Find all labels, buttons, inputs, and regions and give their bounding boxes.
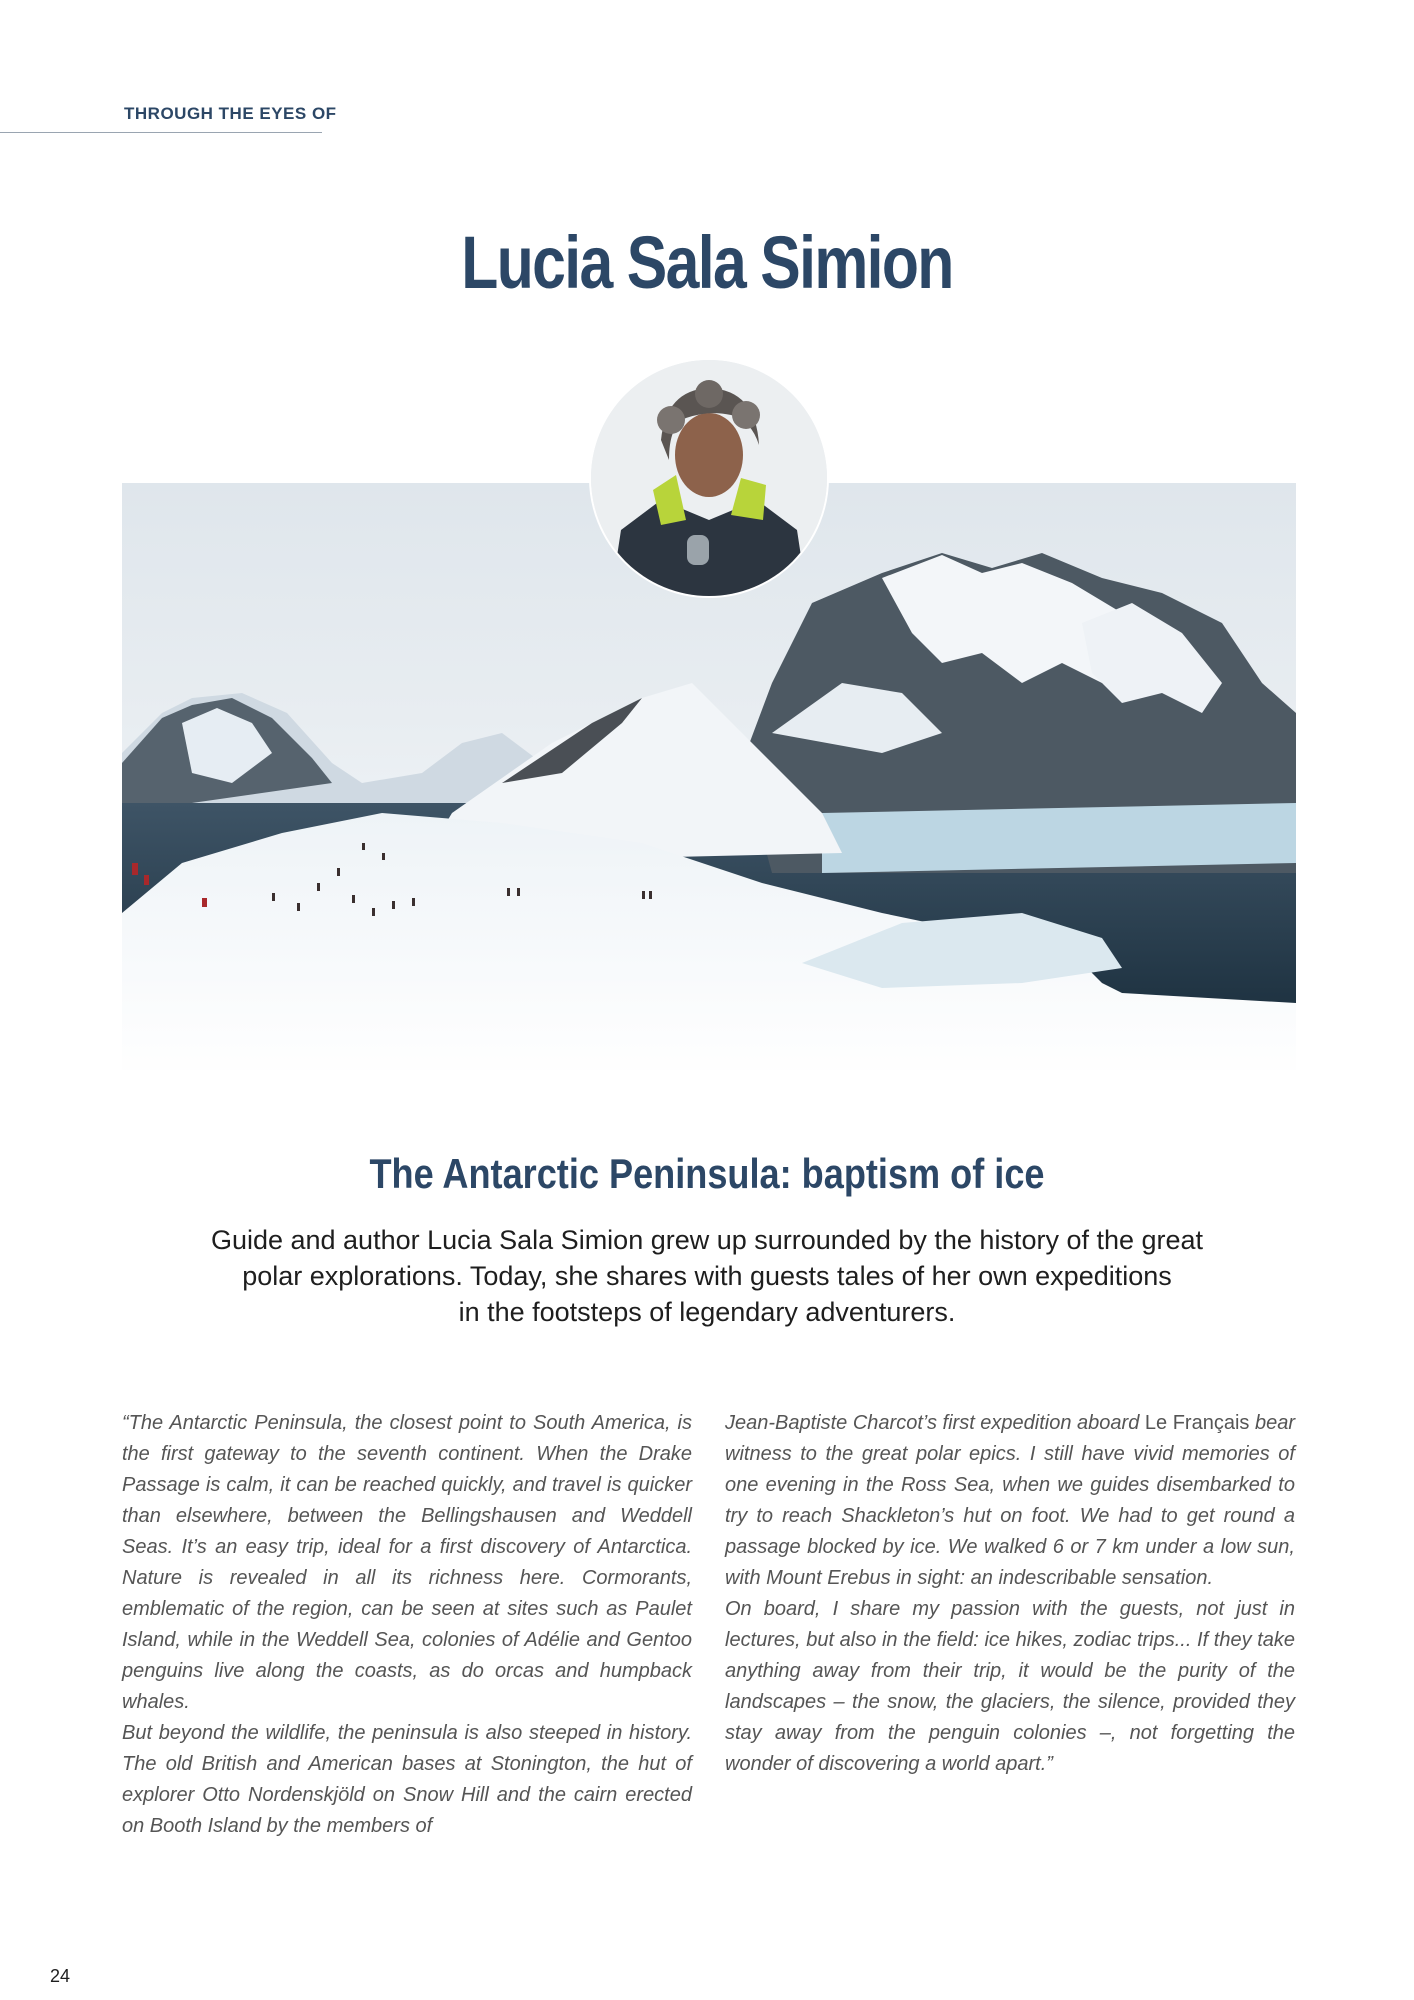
page-title: Lucia Sala Simion <box>461 221 953 304</box>
portrait-photo <box>589 358 829 598</box>
ship-name: Le Français <box>1144 1412 1250 1434</box>
intro-line: in the footsteps of legendary adventurers. <box>458 1297 956 1327</box>
intro-line: polar explorations. Today, she shares with guests tales of her own expeditions <box>242 1261 1172 1291</box>
page-number: 24 <box>50 1966 71 1986</box>
body-column-right <box>725 1408 1295 1780</box>
body-paragraph <box>725 1408 1295 1594</box>
intro-line: Guide and author Lucia Sala Simion grew up surrounded by the history of the great <box>210 1225 1204 1255</box>
article-subheading: The Antarctic Peninsula: baptism of ice <box>369 1150 1045 1197</box>
article-intro <box>170 1222 1244 1330</box>
section-rule <box>0 132 322 133</box>
body-paragraph: On board, I share my passion with the guests, not just in lectures, but also in the field: ice hikes, zodiac trips... If they take anything away from their trip, it would be the purity of the landscapes – the snow, the glaciers, the silence, provided they stay away from the penguin colonies –, not forgetting the wonder of discovering a world apart.” <box>725 1598 1295 1775</box>
body-paragraph: But beyond the wildlife, the peninsula is also steeped in history. The old British and American bases at Stonington, the hut of explorer Otto Nordenskjöld on Snow Hill and the cairn erected on Booth Island by the members of <box>122 1722 692 1837</box>
body-paragraph: “The Antarctic Peninsula, the closest point to South America, is the first gateway to the seventh continent. When the Drake Passage is calm, it can be reached quickly, and travel is quicker than elsewhere, between the Bellingshausen and Weddell Seas. It’s an easy trip, ideal for a first discovery of Antarctica. Nature is revealed in all its richness here. Cormorants, emblematic of the region, can be seen at sites such as Paulet Island, while in the Weddell Sea, colonies of Adélie and Gentoo penguins live along the coasts, as do orcas and humpback whales. <box>122 1412 692 1713</box>
body-text: Jean-Baptiste Charcot’s first expedition aboard <box>725 1412 1140 1434</box>
body-text: bear witness to the great polar epics. I still have vivid memories of one evening in the Ross Sea, when we guides disembarked to try to reach Shackleton’s hut on foot. We had to get round a passage blocked by ice. We walked 6 or 7 km under a low sun, with Mount Erebus in sight: an indescribable sensation. <box>725 1412 1295 1589</box>
body-column-left <box>122 1408 692 1842</box>
section-label: THROUGH THE EYES OF <box>124 104 337 123</box>
